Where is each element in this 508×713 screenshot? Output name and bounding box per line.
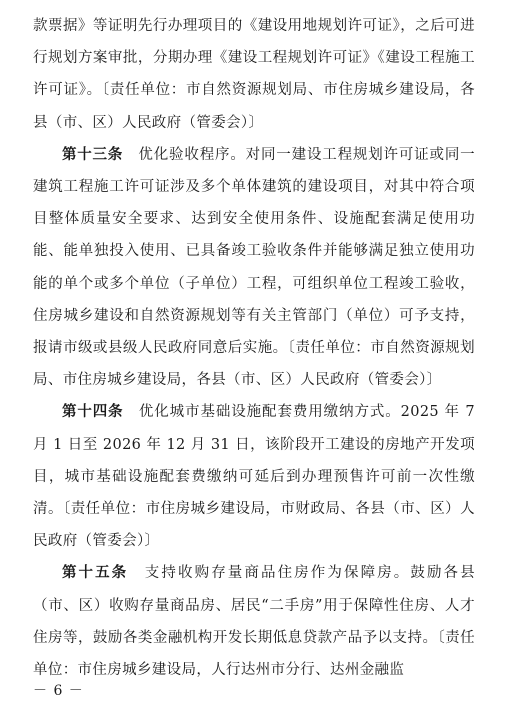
- paragraph-text: 款票据》等证明先行办理项目的《建设用地规划许可证》，之后可进行规划方案审批，分期办理《建设工程规划许可证》《建设工程施工许可证》。〔责任单位：市自然资源规划局、市住房城乡建设局，各县（市、区）人民政府（管委会）〕: [33, 18, 475, 131]
- page-number: － 6 －: [33, 683, 84, 699]
- paragraph-article-14: [33, 396, 475, 557]
- paragraph-text: 支持收购存量商品住房作为保障房。鼓励各县（市、区）收购存量商品房、居民“二手房”用于保障性住房、人才住房等，鼓励各类金融机构开发长期低息贷款产品予以支持。〔责任单位：市住房城乡建设局，人行达州市分行、达州金融监: [33, 565, 475, 679]
- paragraph-article-13: [33, 139, 475, 397]
- article-number: 第十三条: [62, 146, 124, 163]
- document-body: [33, 10, 475, 686]
- paragraph-text: 优化验收程序。对同一建设工程规划许可证或同一建筑工程施工许可证涉及多个单体建筑的建设项目，对其中符合项目整体质量安全要求、达到安全使用条件、设施配套满足使用功能、能单独投入使用、已具备竣工验收条件并能够满足独立使用功能的单个或多个单位（子单位）工程，可组织单位工程竣工验收，住房城乡建设和自然资源规划等有关主管部门（单位）可予支持，报请市级或县级人民政府同意后实施。〔责任单位：市自然资源规划局、市住房城乡建设局，各县（市、区）人民政府（管委会）〕: [33, 146, 475, 389]
- article-number: 第十五条: [62, 565, 129, 582]
- article-number: 第十四条: [62, 404, 124, 421]
- paragraph-article-15: [33, 557, 475, 686]
- paragraph-continuation: [33, 10, 475, 139]
- paragraph-text: 优化城市基础设施配套费用缴纳方式。2025 年 7 月 1 日至 2026 年 12 月 31 日，该阶段开工建设的房地产开发项目，城市基础设施配套费缴纳可延后到办理预售许可前一次性缴清。〔责任单位：市住房城乡建设局，市财政局、各县（市、区）人民政府（管委会）〕: [33, 404, 475, 550]
